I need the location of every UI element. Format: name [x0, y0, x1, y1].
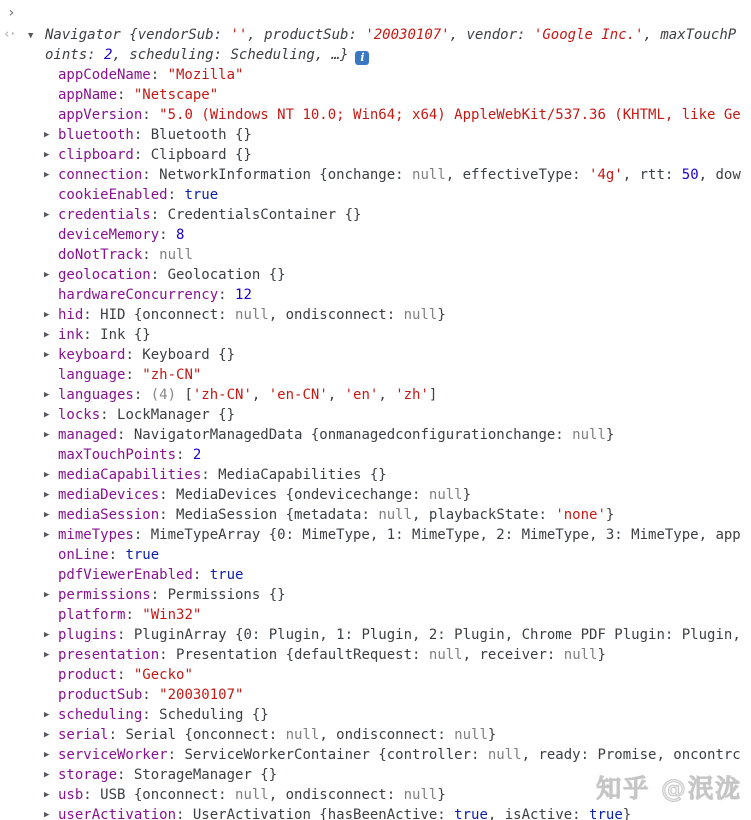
token-u: null [403, 787, 438, 803]
property-separator: : [117, 767, 134, 783]
console-property-row[interactable] [0, 505, 751, 525]
token-p: , ondisconnect: [268, 787, 404, 803]
token-s: '' [230, 27, 248, 43]
property-name: userActivation [58, 807, 177, 820]
console-property-row [0, 665, 751, 685]
console-property-row [0, 105, 751, 125]
expand-triangle-icon[interactable]: ▶ [44, 470, 50, 480]
property-name: appCodeName [58, 67, 151, 83]
property-separator: : [142, 687, 160, 703]
console-property-row [0, 285, 751, 305]
property-name: appName [58, 87, 118, 103]
expand-triangle-icon[interactable]: ▶ [44, 530, 50, 540]
console-property-row [0, 565, 751, 585]
property-separator: : [117, 87, 134, 103]
token-p: , ondisconnect: [319, 727, 455, 743]
token-p: } [622, 807, 632, 820]
property-separator: : [133, 527, 151, 543]
property-name: language [58, 367, 126, 383]
property-name: product [58, 667, 118, 683]
property-name: bluetooth [58, 127, 134, 143]
token-p: Keyboard {} [142, 347, 236, 363]
returned-value-icon: ‹· [3, 27, 15, 42]
property-name: permissions [58, 587, 151, 603]
property-separator: : [125, 367, 143, 383]
property-separator: : [167, 187, 185, 203]
token-p: , maxTouchPoints: [45, 27, 737, 63]
property-name: managed [58, 427, 118, 443]
property-name: usb [58, 787, 84, 803]
console-property-row [0, 545, 751, 565]
token-s: "5.0 (Windows NT 10.0; Win64; x64) AppleWebKit/537.36 (KHTML, like Ge [159, 107, 741, 123]
expand-triangle-icon[interactable]: ▶ [44, 270, 50, 280]
property-separator: : [125, 347, 143, 363]
property-name: geolocation [58, 267, 151, 283]
property-name: cookieEnabled [58, 187, 168, 203]
token-p: Permissions {} [167, 587, 286, 603]
property-name: platform [58, 607, 126, 623]
property-separator: : [150, 267, 168, 283]
property-separator: : [133, 147, 151, 163]
token-p: , effectiveType: [445, 167, 590, 183]
property-name: mediaDevices [58, 487, 160, 503]
console-result-row[interactable] [0, 25, 751, 65]
property-name: ink [58, 327, 84, 343]
token-u: null [454, 727, 488, 743]
token-p: NavigatorManagedData {onmanagedconfigurationchange: [133, 427, 573, 443]
token-b: true [589, 807, 623, 820]
expand-triangle-icon[interactable]: ▶ [44, 810, 50, 820]
token-p: , vendor: [449, 27, 534, 43]
console-property-row[interactable] [0, 305, 751, 325]
property-name: connection [58, 167, 143, 183]
token-p: [ [184, 387, 193, 403]
expand-triangle-icon[interactable]: ▶ [44, 170, 50, 180]
property-separator: : [133, 387, 151, 403]
console-property-row[interactable] [0, 785, 751, 805]
token-u: null [428, 647, 463, 663]
token-p: MediaSession {metadata: [176, 507, 379, 523]
token-p: , [327, 387, 345, 403]
console-property-row[interactable] [0, 325, 751, 345]
token-p: , productSub: [247, 27, 366, 43]
property-separator: : [125, 607, 143, 623]
console-property-row[interactable] [0, 125, 751, 145]
property-name: presentation [58, 647, 160, 663]
property-separator: : [159, 507, 177, 523]
token-p: ] [428, 387, 438, 403]
console-property-row [0, 445, 751, 465]
console-input-row[interactable] [0, 3, 751, 23]
property-separator: : [159, 487, 177, 503]
token-u: null [235, 307, 269, 323]
token-u: null [487, 747, 522, 763]
token-p: NetworkInformation {onchange: [159, 167, 413, 183]
info-icon[interactable]: i [355, 51, 369, 65]
expand-triangle-icon[interactable]: ▶ [44, 590, 50, 600]
token-u: null [403, 307, 438, 323]
property-name: appVersion [58, 107, 143, 123]
property-separator: : [167, 747, 185, 763]
token-p: LockManager {} [117, 407, 236, 423]
token-s: 'zh-CN' [192, 387, 252, 403]
property-separator: : [176, 447, 193, 463]
expand-triangle-icon[interactable]: ▶ [44, 390, 50, 400]
token-s: 'Google Inc.' [533, 27, 644, 43]
token-p: , rtt: [622, 167, 682, 183]
token-u: null [572, 427, 606, 443]
property-separator: : [150, 207, 168, 223]
token-s: "zh-CN" [142, 367, 202, 383]
token-s: 'zh' [395, 387, 429, 403]
property-separator: : [117, 627, 134, 643]
console-properties-list [0, 65, 751, 820]
token-u: null [428, 487, 463, 503]
property-name: mediaSession [58, 507, 160, 523]
token-p: } [605, 427, 615, 443]
token-s: '4g' [589, 167, 623, 183]
token-u: null [412, 167, 446, 183]
property-name: mediaCapabilities [58, 467, 202, 483]
token-s: 'none' [555, 507, 606, 523]
token-u: null [235, 787, 269, 803]
token-p: MediaDevices {ondevicechange: [176, 487, 429, 503]
property-separator: : [142, 167, 160, 183]
token-s: "Win32" [142, 607, 202, 623]
token-s: 'en' [344, 387, 379, 403]
property-separator: : [201, 467, 219, 483]
token-n: 8 [176, 227, 185, 243]
property-separator: : [100, 407, 118, 423]
console-property-row[interactable] [0, 425, 751, 445]
console-prompt-icon: › [7, 5, 16, 21]
expand-triangle-icon[interactable]: ▶ [44, 650, 50, 660]
token-n: 50 [681, 167, 699, 183]
expand-triangle-icon[interactable]: ▶ [44, 330, 50, 340]
token-s: "Mozilla" [167, 67, 244, 83]
property-separator: : [150, 67, 168, 83]
token-p: Navigator {vendorSub: [45, 27, 231, 43]
property-name: serial [58, 727, 109, 743]
token-p: Clipboard {} [150, 147, 252, 163]
token-b: true [454, 807, 488, 820]
token-p: UserActivation {hasBeenActive: [192, 807, 455, 820]
collapse-triangle-icon[interactable]: ▼ [28, 31, 34, 41]
console-property-row [0, 65, 751, 85]
property-separator: : [108, 547, 126, 563]
token-p: Presentation {defaultRequest: [176, 647, 429, 663]
token-p: Serial {onconnect: [125, 727, 286, 743]
property-separator: : [159, 647, 177, 663]
token-p: ServiceWorkerContainer {controller: [184, 747, 488, 763]
token-p: } [597, 647, 606, 663]
console-property-row[interactable] [0, 705, 751, 725]
token-p: , ready: Promise, oncontrc [521, 747, 741, 763]
token-p: , [251, 387, 269, 403]
expand-triangle-icon[interactable]: ▶ [44, 730, 50, 740]
console-property-row[interactable] [0, 165, 751, 185]
console-property-row[interactable] [0, 645, 751, 665]
expand-triangle-icon[interactable]: ▶ [44, 210, 50, 220]
property-separator: : [192, 567, 210, 583]
token-p: StorageManager {} [133, 767, 278, 783]
property-separator: : [117, 427, 134, 443]
property-name: clipboard [58, 147, 134, 163]
property-name: doNotTrack [58, 247, 143, 263]
console-property-row[interactable] [0, 745, 751, 765]
console-property-row[interactable] [0, 585, 751, 605]
property-separator: : [108, 727, 126, 743]
token-n: 12 [235, 287, 252, 303]
property-separator: : [142, 247, 160, 263]
property-name: onLine [58, 547, 109, 563]
property-name: credentials [58, 207, 151, 223]
expand-triangle-icon[interactable]: ▶ [44, 710, 50, 720]
property-name: keyboard [58, 347, 126, 363]
expand-triangle-icon[interactable]: ▶ [44, 410, 50, 420]
console-property-row [0, 225, 751, 245]
token-b: true [184, 187, 219, 203]
token-p: } [437, 307, 446, 323]
property-name: serviceWorker [58, 747, 168, 763]
property-name: hid [58, 307, 84, 323]
console-property-row[interactable] [0, 485, 751, 505]
property-name: productSub [58, 687, 143, 703]
console-property-row[interactable] [0, 765, 751, 785]
token-p: , playbackState: [412, 507, 556, 523]
property-separator: : [218, 287, 236, 303]
token-s: "Gecko" [133, 667, 193, 683]
token-p: Scheduling {} [159, 707, 269, 723]
property-separator: : [83, 327, 101, 343]
expand-triangle-icon[interactable]: ▶ [44, 130, 50, 140]
token-p: USB {onconnect: [100, 787, 236, 803]
token-s: "20030107" [159, 687, 244, 703]
console-property-row [0, 685, 751, 705]
token-p: Ink {} [100, 327, 151, 343]
token-p: , [378, 387, 396, 403]
console-property-row[interactable] [0, 265, 751, 285]
token-s: 'en-CN' [268, 387, 328, 403]
token-u: null [378, 507, 413, 523]
token-b: true [125, 547, 160, 563]
property-separator: : [142, 107, 160, 123]
token-p: } [462, 487, 472, 503]
console-property-row[interactable] [0, 205, 751, 225]
property-name: hardwareConcurrency [58, 287, 219, 303]
token-p: MediaCapabilities {} [218, 467, 387, 483]
console-property-row[interactable] [0, 725, 751, 745]
expand-triangle-icon[interactable]: ▶ [44, 430, 50, 440]
property-name: maxTouchPoints [58, 447, 177, 463]
token-p: HID {onconnect: [100, 307, 236, 323]
property-separator: : [83, 787, 101, 803]
console-property-row[interactable] [0, 625, 751, 645]
property-name: mimeTypes [58, 527, 134, 543]
token-p: MimeTypeArray {0: MimeType, 1: MimeType, 2: MimeType, 3: MimeType, app [150, 527, 741, 543]
expand-triangle-icon[interactable]: ▶ [44, 310, 50, 320]
token-n: 2 [192, 447, 202, 463]
token-s: '20030107' [365, 27, 450, 43]
expand-triangle-icon[interactable]: ▶ [44, 510, 50, 520]
property-separator: : [150, 587, 168, 603]
property-separator: : [159, 227, 177, 243]
console-property-row[interactable] [0, 345, 751, 365]
token-p: , ondisconnect: [268, 307, 404, 323]
property-name: plugins [58, 627, 118, 643]
expand-triangle-icon[interactable]: ▶ [44, 350, 50, 360]
token-p: , scheduling: Scheduling, …} [112, 47, 349, 63]
property-separator: : [142, 707, 160, 723]
token-p: PluginArray {0: Plugin, 1: Plugin, 2: Plugin, Chrome PDF Plugin: Plugin, [133, 627, 741, 643]
property-name: pdfViewerEnabled [58, 567, 193, 583]
result-object-preview[interactable] [45, 25, 737, 65]
console-property-row [0, 605, 751, 625]
property-name: languages [58, 387, 134, 403]
console-property-row [0, 245, 751, 265]
expand-triangle-icon[interactable]: ▶ [44, 770, 50, 780]
watermark: 知乎 @泯泷 [596, 774, 742, 803]
console-property-row[interactable] [0, 145, 751, 165]
property-separator: : [83, 307, 101, 323]
token-p: CredentialsContainer {} [167, 207, 362, 223]
expand-triangle-icon[interactable]: ▶ [44, 490, 50, 500]
console-property-row[interactable] [0, 465, 751, 485]
token-u: null [285, 727, 320, 743]
token-p: } [437, 787, 446, 803]
token-p: } [487, 727, 497, 743]
token-p: , isActive: [487, 807, 590, 820]
token-p: Bluetooth {} [150, 127, 252, 143]
property-separator: : [117, 667, 134, 683]
token-u: null [159, 247, 193, 263]
property-name: storage [58, 767, 118, 783]
property-name: deviceMemory [58, 227, 160, 243]
console-property-row [0, 85, 751, 105]
token-s: "Netscape" [133, 87, 219, 103]
token-p: , receiver: [462, 647, 564, 663]
token-b: true [209, 567, 244, 583]
expand-triangle-icon[interactable]: ▶ [44, 750, 50, 760]
token-n: 2 [104, 47, 113, 63]
property-separator: : [133, 127, 151, 143]
property-name: locks [58, 407, 101, 423]
console-property-row [0, 365, 751, 385]
token-p: Geolocation {} [167, 267, 286, 283]
console-property-row [0, 185, 751, 205]
token-u: null [563, 647, 598, 663]
console-property-row[interactable] [0, 805, 751, 820]
property-name: scheduling [58, 707, 143, 723]
console-property-row[interactable] [0, 385, 751, 405]
expand-triangle-icon[interactable]: ▶ [44, 790, 50, 800]
console-property-row[interactable] [0, 525, 751, 545]
property-separator: : [176, 807, 193, 820]
token-d: (4) [150, 387, 185, 403]
token-p: , dow [698, 167, 741, 183]
expand-triangle-icon[interactable]: ▶ [44, 150, 50, 160]
console-property-row[interactable] [0, 405, 751, 425]
token-p: } [605, 507, 615, 523]
expand-triangle-icon[interactable]: ▶ [44, 630, 50, 640]
